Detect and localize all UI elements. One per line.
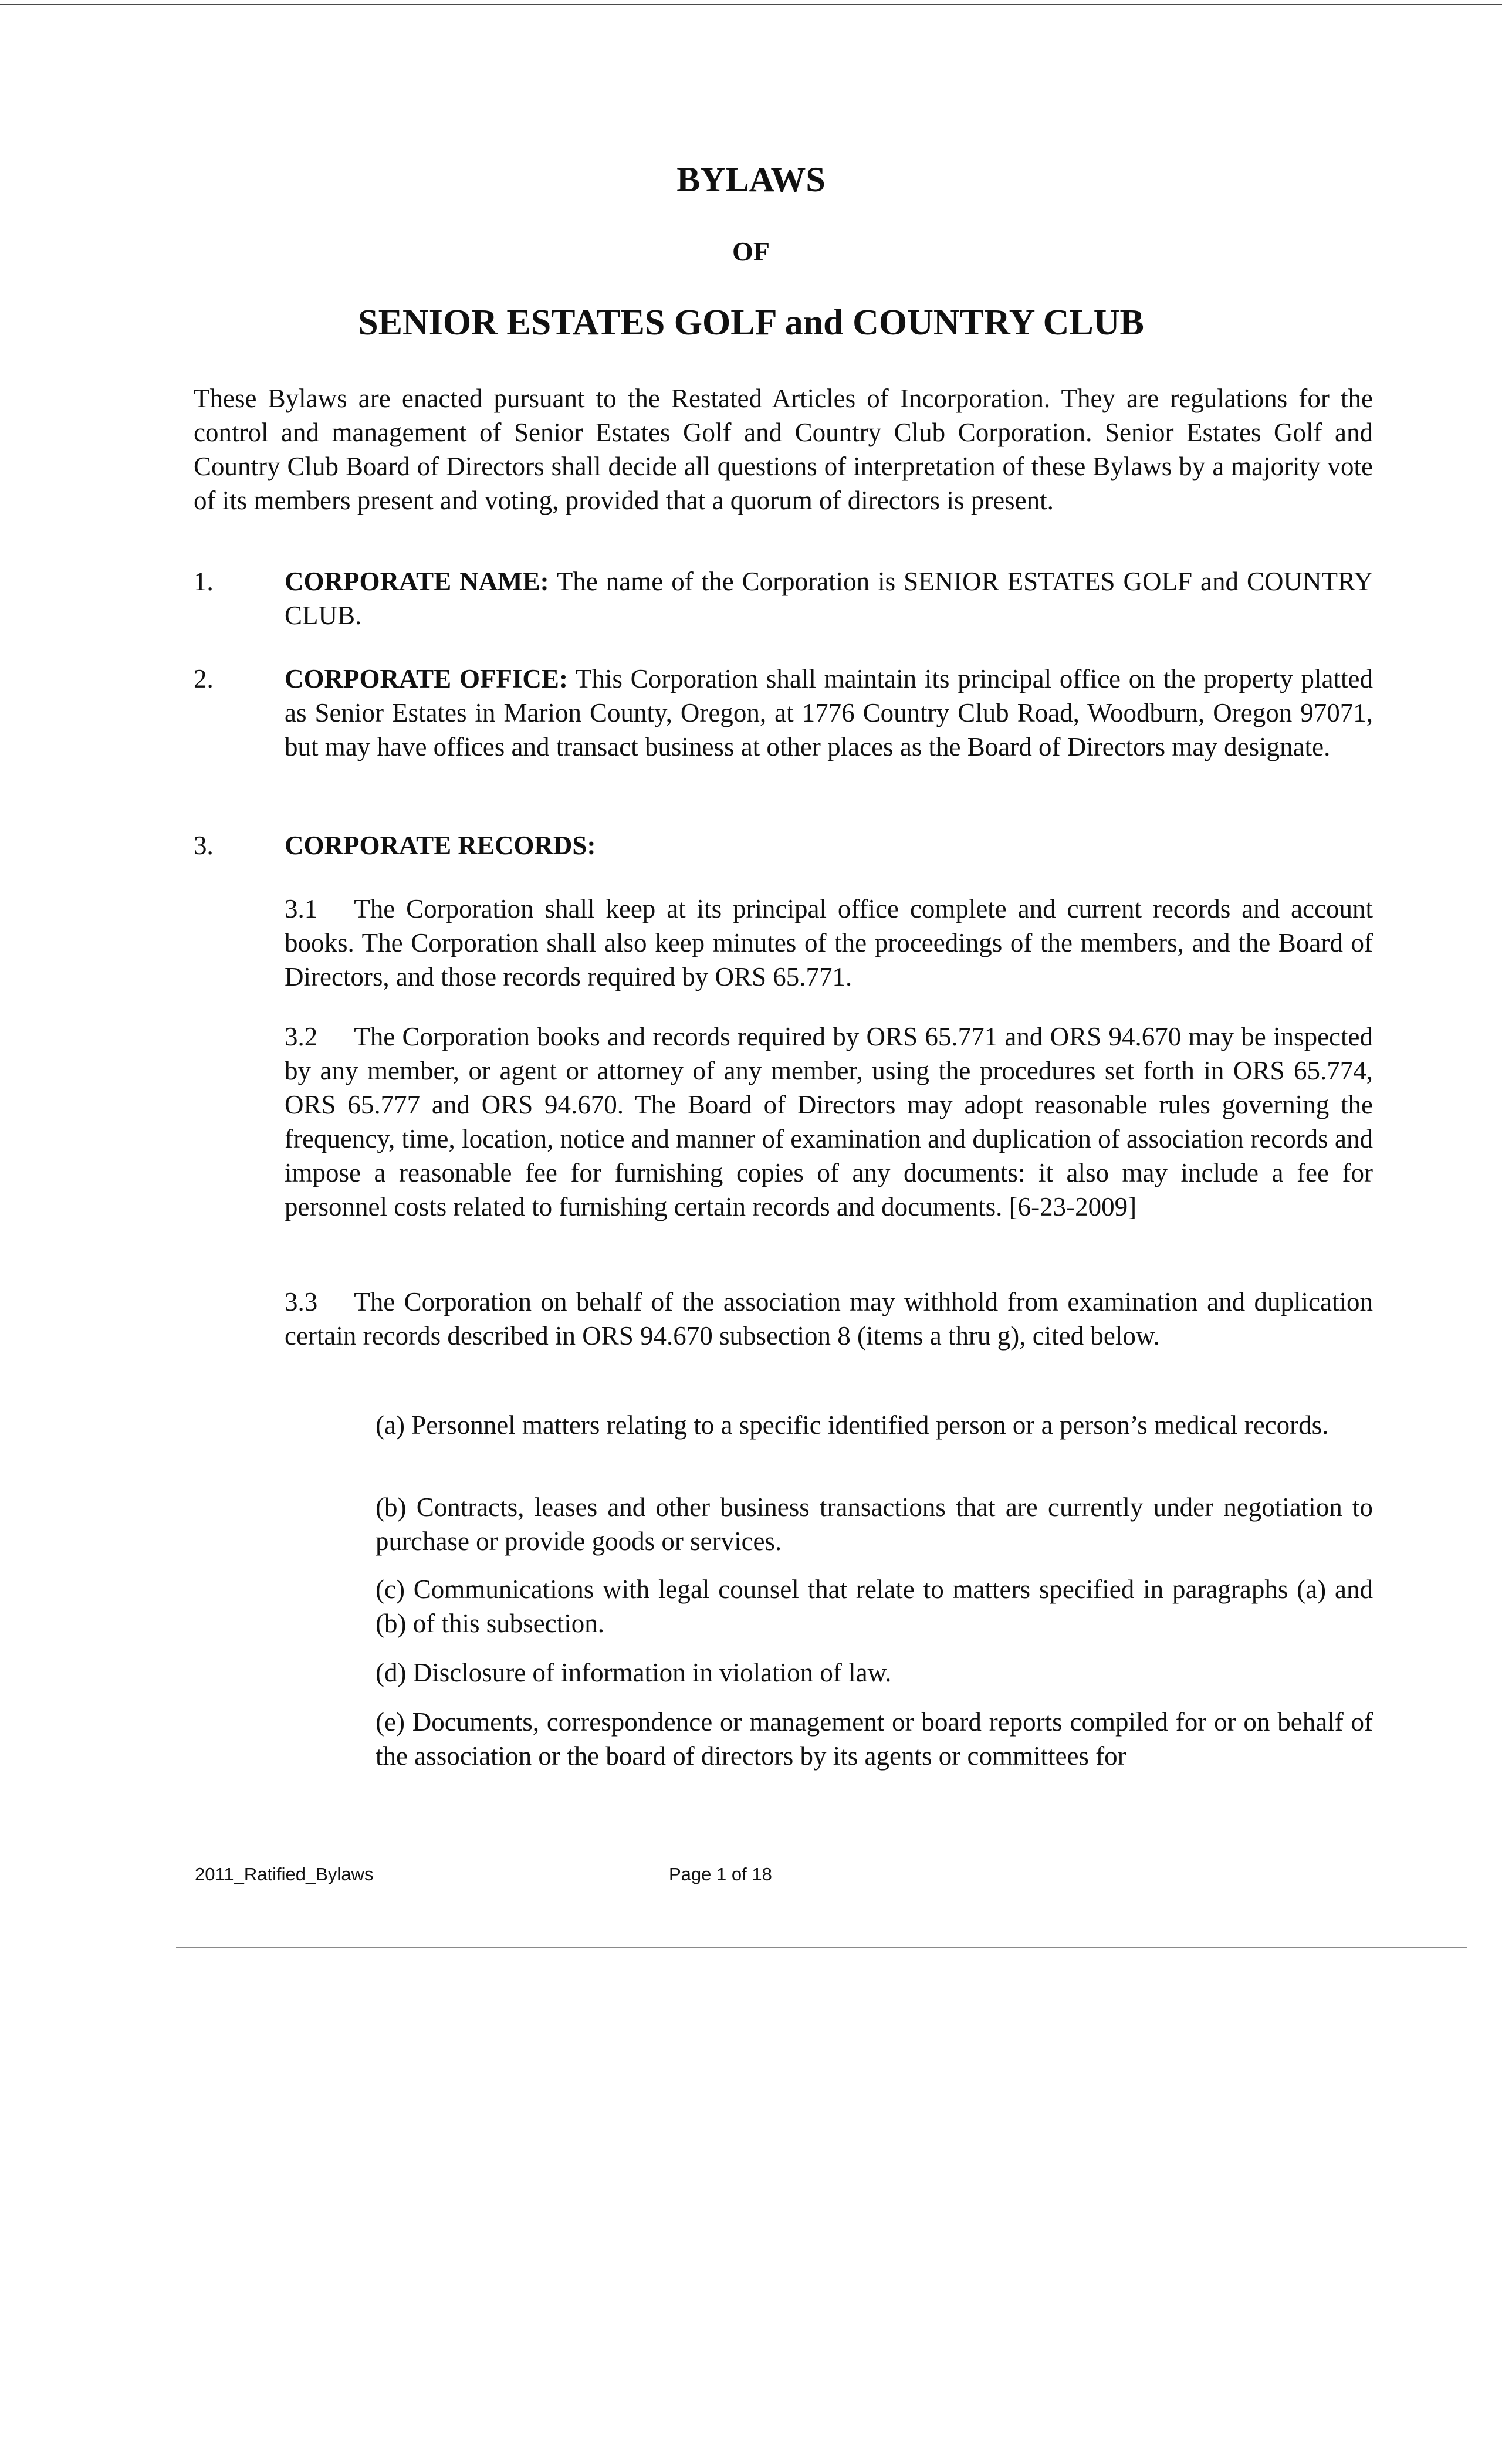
subsection-3-3-number: 3.3 bbox=[285, 1287, 318, 1316]
section-2 bbox=[285, 662, 1373, 764]
list-item-d: (d) Disclosure of information in violation of law. bbox=[376, 1658, 892, 1687]
section-1-text: The name of the Corporation is SENIOR ESTATES GOLF and COUNTRY CLUB. bbox=[285, 567, 1374, 630]
subsection-3-2-number: 3.2 bbox=[285, 1022, 318, 1051]
subsection-3-1-text: The Corporation shall keep at its principal office complete and current records and account books. The Corporation shall also keep minutes of the proceedings of the members, and the Board of Directors, and those records required by ORS 65.771. bbox=[285, 894, 1373, 991]
footer-filename: 2011_Ratified_Bylaws bbox=[195, 1864, 374, 1884]
intro-paragraph: These Bylaws are enacted pursuant to the Restated Articles of Incorporation. They are regulations for the control and management of Senior Estates Golf and Country Club Corporation. Senior Estates Golf and Country Club Board of Directors shall decide all questions of interpretation of these Bylaws by a majority vote of its members present and voting, provided that a quorum of directors is present. bbox=[194, 384, 1373, 515]
list-item-e: (e) Documents, correspondence or management or board reports compiled for or on behalf of the association or the board of directors by its agents or committees for bbox=[376, 1707, 1373, 1771]
section-2-number: 2. bbox=[194, 664, 214, 693]
section-1-heading: CORPORATE NAME: bbox=[285, 567, 549, 596]
subsection-3-3-text: The Corporation on behalf of the association may withhold from examination and duplication certain records described in ORS 94.670 subsection 8 (items a thru g), cited below. bbox=[285, 1287, 1373, 1351]
section-3 bbox=[285, 828, 1373, 862]
section-3-heading: CORPORATE RECORDS: bbox=[285, 831, 596, 860]
scan-edge-bottom bbox=[176, 1947, 1467, 1948]
footer-page-number: Page 1 of 18 bbox=[669, 1864, 772, 1884]
section-2-text: This Corporation shall maintain its principal office on the property platted as Senior Estates in Marion County, Oregon, at 1776 Country Club Road, Woodburn, Oregon 97071, but may have offices and transact business at other places as the Board of Directors may designate. bbox=[285, 664, 1373, 761]
subsection-3-1-number: 3.1 bbox=[285, 894, 318, 923]
subsection-3-3 bbox=[285, 1285, 1373, 1353]
scan-edge-top bbox=[0, 4, 1502, 5]
section-2-heading: CORPORATE OFFICE: bbox=[285, 664, 568, 693]
subsection-3-1 bbox=[285, 892, 1373, 994]
section-3-number: 3. bbox=[194, 831, 214, 860]
list-item-a: (a) Personnel matters relating to a specific identified person or a person’s medical records. bbox=[376, 1410, 1329, 1440]
list-item-c: (c) Communications with legal counsel that relate to matters specified in paragraphs (a) and (b) of this subsection. bbox=[376, 1575, 1373, 1638]
organization-name: SENIOR ESTATES GOLF and COUNTRY CLUB bbox=[358, 303, 1144, 343]
section-1-number: 1. bbox=[194, 567, 214, 596]
document-title-of: OF bbox=[732, 236, 770, 266]
subsection-3-2 bbox=[285, 1020, 1373, 1224]
list-item-b: (b) Contracts, leases and other business transactions that are currently under negotiation to purchase or provide goods or services. bbox=[376, 1492, 1373, 1556]
subsection-3-2-text: The Corporation books and records required by ORS 65.771 and ORS 94.670 may be inspected by any member, or agent or attorney of any member, using the procedures set forth in ORS 65.774, ORS 65.777 and ORS 94.670. The Board of Directors may adopt reasonable rules governing the frequency, time, location, notice and manner of examination and duplication of association records and impose a reasonable fee for furnishing copies of any documents: it also may include a fee for personnel costs related to furnishing certain records and documents. [6-23-2009] bbox=[285, 1022, 1373, 1221]
document-title: BYLAWS bbox=[676, 160, 826, 199]
section-1 bbox=[285, 564, 1373, 632]
